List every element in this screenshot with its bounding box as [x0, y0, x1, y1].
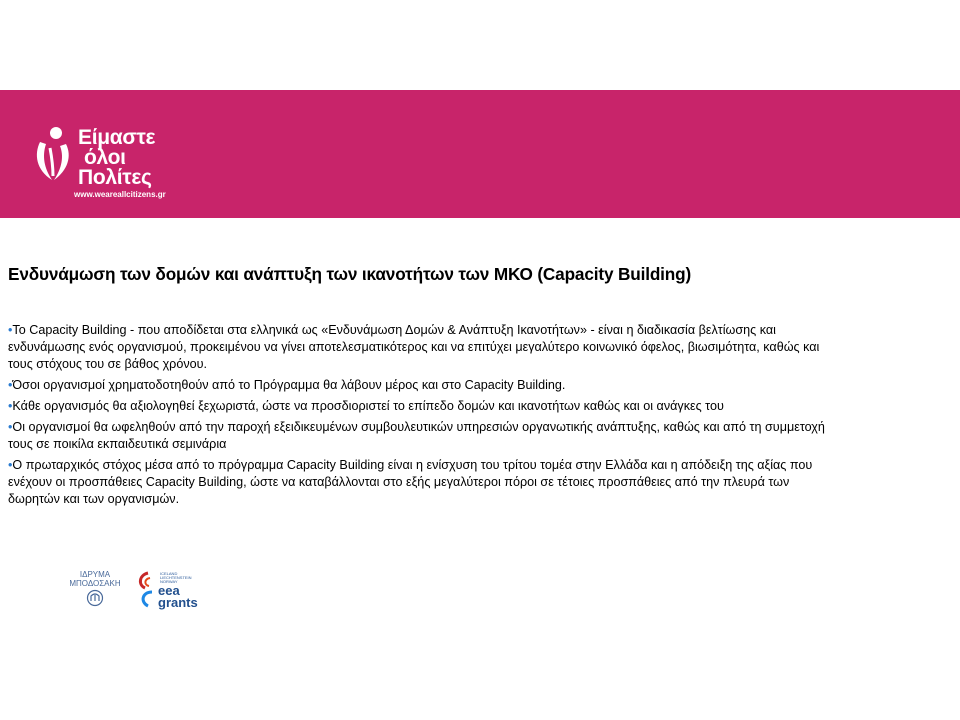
foundation-label-1: ΙΔΡΥΜΑ [79, 570, 111, 579]
list-item [8, 419, 828, 453]
list-item-text: Όσοι οργανισμοί χρηματοδοτηθούν από το Πρόγραμμα θα λάβουν μέρος και στο Capacity Building. [12, 378, 566, 392]
logo-word-2: όλοι [84, 146, 126, 169]
list-item [8, 322, 828, 373]
list-item [8, 398, 828, 415]
bullet-marker: • [8, 323, 13, 337]
list-item-text: Κάθε οργανισμός θα αξιολογηθεί ξεχωριστά, ώστε να προσδιοριστεί το επίπεδο δομών και ικανοτήτων καθώς και οι ανάγκες του [12, 399, 724, 413]
list-item [8, 377, 828, 394]
page-title: Ενδυνάμωση των δομών και ανάπτυξη των ικανοτήτων των ΜΚΟ (Capacity Building) [8, 264, 692, 284]
foundation-label-2: ΜΠΟΔΟΣΑΚΗ [69, 579, 121, 588]
bullet-marker: • [8, 399, 13, 413]
logo-url: www.weareallcitizens.gr [74, 190, 166, 199]
list-item-text: Το Capacity Building - που αποδίδεται στα ελληνικά ως «Ενδυνάμωση Δομών & Ανάπτυξη Ικανοτήτων» - είναι η διαδικασία βελτίωσης και ενδυνάμωσης ενός οργανισμού, προκειμένου να γίνει αποτελεσματικότερος και να επιτύχει μεγαλύτερο κοινωνικό όφελος, βιωσιμότητα, καθώς και τους στόχους του σε βάθος χρόνου. [8, 323, 820, 371]
foundation-emblem-icon [86, 589, 104, 607]
bullet-marker: • [8, 420, 13, 434]
eea-grants-icon [136, 570, 158, 610]
eea-grants-logo [136, 570, 216, 612]
grants-label: grants [158, 595, 198, 610]
eea-countries-label: ICELAND LIECHTENSTEIN NORWAY [160, 571, 192, 584]
logo-word-3: Πολίτες [78, 166, 152, 189]
bullet-marker: • [8, 378, 13, 392]
list-item-text: Ο πρωταρχικός στόχος μέσα από το πρόγραμμα Capacity Building είναι η ενίσχυση του τρίτου τομέα στην Ελλάδα και η απόδειξη της αξίας που ενέχουν οι προσπάθειες Capacity Building, ώστε να καταβάλλονται στο εξής μεγαλύτεροι πόροι σε τέτοιες προσπάθειες από την πλευρά των δωρητών και των οργανισμών. [8, 458, 813, 506]
weareallcitizens-logo[interactable] [32, 118, 232, 202]
list-item [8, 457, 828, 508]
citizens-figure-icon [32, 124, 74, 184]
list-item-text: Οι οργανισμοί θα ωφεληθούν από την παροχή εξειδικευμένων συμβουλευτικών υπηρεσιών οργανωτικής ανάπτυξης, καθώς και από τη συμμετοχή τους σε ποικίλα εκπαιδευτικά σεμινάρια [8, 420, 825, 451]
eea-label: eea [158, 583, 180, 598]
bullet-marker: • [8, 458, 13, 472]
bodossaki-foundation-logo [62, 567, 128, 613]
logo-word-1: Είμαστε [78, 126, 156, 149]
bullet-list [8, 322, 828, 512]
